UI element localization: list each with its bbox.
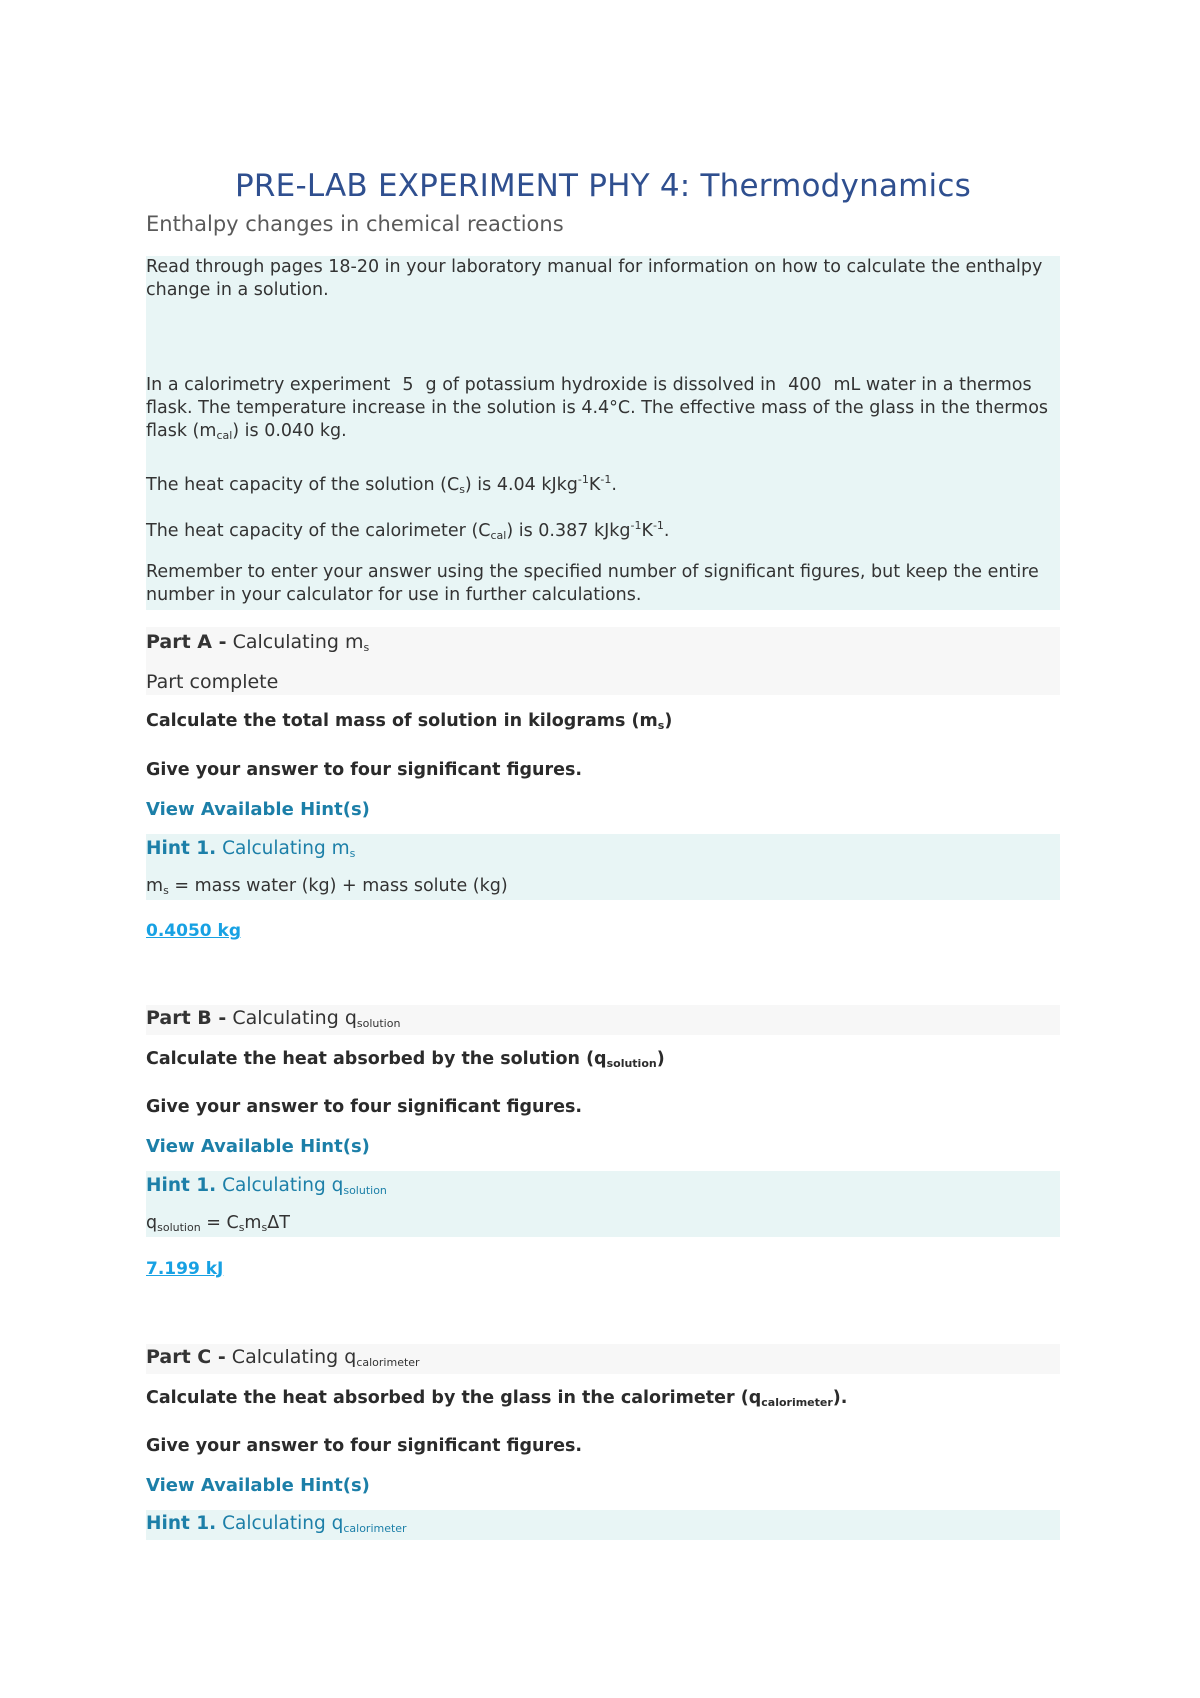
- intro-text: K: [588, 475, 601, 495]
- intro-solution-heat-capacity: [146, 468, 617, 501]
- part-label: Part C -: [146, 1346, 226, 1368]
- hint-text: ΔT: [267, 1213, 290, 1233]
- part-a-answer[interactable]: 0.4050 kg: [146, 921, 241, 941]
- subscript: solution: [606, 1057, 657, 1070]
- hint-label: Hint 1.: [146, 838, 217, 859]
- hint-title-text: Calculating q: [222, 1513, 344, 1534]
- part-b-view-hints-link[interactable]: View Available Hint(s): [146, 1136, 370, 1157]
- page-subtitle: Enthalpy changes in chemical reactions: [146, 212, 564, 236]
- superscript: -1: [577, 473, 589, 486]
- question-text: ): [664, 711, 673, 731]
- part-c-question: [146, 1388, 847, 1409]
- subscript: solution: [157, 1221, 201, 1234]
- subscript: s: [163, 884, 169, 897]
- part-a-hint-box: [146, 834, 1060, 900]
- part-b-title: [146, 1007, 400, 1030]
- part-b-sigfig-instruction: Give your answer to four significant figures.: [146, 1097, 583, 1117]
- hint-title-text: Calculating m: [222, 838, 350, 859]
- part-b-hint-title[interactable]: [146, 1175, 387, 1197]
- part-c-view-hints-link[interactable]: View Available Hint(s): [146, 1475, 370, 1496]
- intro-calorimeter-heat-capacity: [146, 514, 670, 547]
- hint-text: q: [146, 1213, 158, 1233]
- intro-text: .: [611, 475, 617, 495]
- intro-text: g of potassium hydroxide is dissolved in: [425, 375, 777, 395]
- intro-sigfig-reminder: Remember to enter your answer using the specified number of significant figures, but keep the entire number in your calculator for use in further calculations.: [146, 562, 1039, 605]
- part-c-hint-title[interactable]: [146, 1513, 407, 1535]
- intro-reading-note: Read through pages 18-20 in your laboratory manual for information on how to calculate the enthalpy change in a solution.: [146, 257, 1043, 300]
- subscript: solution: [343, 1184, 387, 1197]
- subscript: s: [363, 641, 370, 654]
- hint-label: Hint 1.: [146, 1175, 217, 1196]
- intro-panel: [146, 256, 1060, 610]
- intro-text: In a calorimetry experiment: [146, 375, 391, 395]
- question-text: ): [656, 1049, 665, 1069]
- part-b-hint-box: [146, 1171, 1060, 1237]
- subscript: s: [238, 1221, 245, 1234]
- subscript: calorimeter: [343, 1522, 407, 1535]
- question-text: Calculate the heat absorbed by the solution (q: [146, 1049, 607, 1069]
- part-b-question: [146, 1049, 665, 1070]
- part-a-hint-title[interactable]: [146, 838, 355, 860]
- intro-text: The heat capacity of the calorimeter (C: [146, 521, 491, 541]
- part-a-header[interactable]: [146, 627, 1060, 695]
- part-a-view-hints-link[interactable]: View Available Hint(s): [146, 799, 370, 820]
- part-label: Part B -: [146, 1007, 227, 1029]
- hint-text: m: [146, 876, 164, 896]
- intro-text: The heat capacity of the solution (C: [146, 475, 460, 495]
- intro-text: K: [641, 521, 653, 541]
- intro-text: mL water in a thermos flask. The temperature increase in the solution is 4.4°C. The effective mass of the glass in the thermos flask (m: [146, 375, 1049, 441]
- part-title-text: Calculating m: [232, 631, 364, 653]
- part-b-header[interactable]: [146, 1005, 1060, 1035]
- intro-text: ) is 4.04 kJkg: [464, 475, 578, 495]
- part-c-header[interactable]: [146, 1344, 1060, 1374]
- question-text: Calculate the total mass of solution in kilograms (m: [146, 711, 658, 731]
- part-a-status: Part complete: [146, 671, 279, 693]
- part-a-hint-body: [146, 876, 508, 897]
- intro-text: ) is 0.387 kJkg: [506, 521, 631, 541]
- part-b-hint-body: [146, 1213, 290, 1234]
- part-title-text: Calculating q: [231, 1346, 357, 1368]
- subscript: cal: [216, 429, 233, 442]
- subscript: s: [349, 847, 356, 860]
- part-title-text: Calculating q: [232, 1007, 357, 1029]
- intro-text: ) is 0.040 kg.: [232, 421, 347, 441]
- subscript: cal: [490, 529, 507, 542]
- intro-text: .: [663, 521, 670, 541]
- subscript: calorimeter: [356, 1356, 420, 1369]
- part-a-question: [146, 711, 672, 732]
- subscript: calorimeter: [761, 1396, 833, 1409]
- hint-title-text: Calculating q: [222, 1175, 344, 1196]
- part-label: Part A -: [146, 631, 227, 653]
- intro-experiment-description: [146, 374, 1060, 447]
- part-c-sigfig-instruction: Give your answer to four significant figures.: [146, 1436, 583, 1456]
- water-volume-value: 400: [788, 375, 822, 395]
- superscript: -1: [652, 519, 664, 532]
- solute-mass-value: 5: [402, 375, 414, 395]
- hint-label: Hint 1.: [146, 1513, 217, 1534]
- subscript: solution: [356, 1017, 401, 1030]
- hint-text: = mass water (kg) + mass solute (kg): [168, 876, 508, 896]
- superscript: -1: [630, 519, 642, 532]
- part-a-sigfig-instruction: Give your answer to four significant figures.: [146, 760, 583, 780]
- page-title: PRE-LAB EXPERIMENT PHY 4: Thermodynamics: [235, 168, 971, 204]
- hint-text: m: [244, 1213, 262, 1233]
- part-c-title: [146, 1346, 420, 1369]
- subscript: s: [657, 719, 665, 732]
- subscript: s: [261, 1221, 268, 1234]
- question-text: Calculate the heat absorbed by the glass in the calorimeter (q: [146, 1388, 762, 1408]
- question-text: ).: [832, 1388, 848, 1408]
- hint-text: = C: [200, 1213, 239, 1233]
- part-a-title: [146, 631, 369, 654]
- part-c-hint-box: [146, 1510, 1060, 1540]
- superscript: -1: [600, 473, 612, 486]
- part-b-answer[interactable]: 7.199 kJ: [146, 1259, 224, 1279]
- subscript: s: [459, 483, 465, 496]
